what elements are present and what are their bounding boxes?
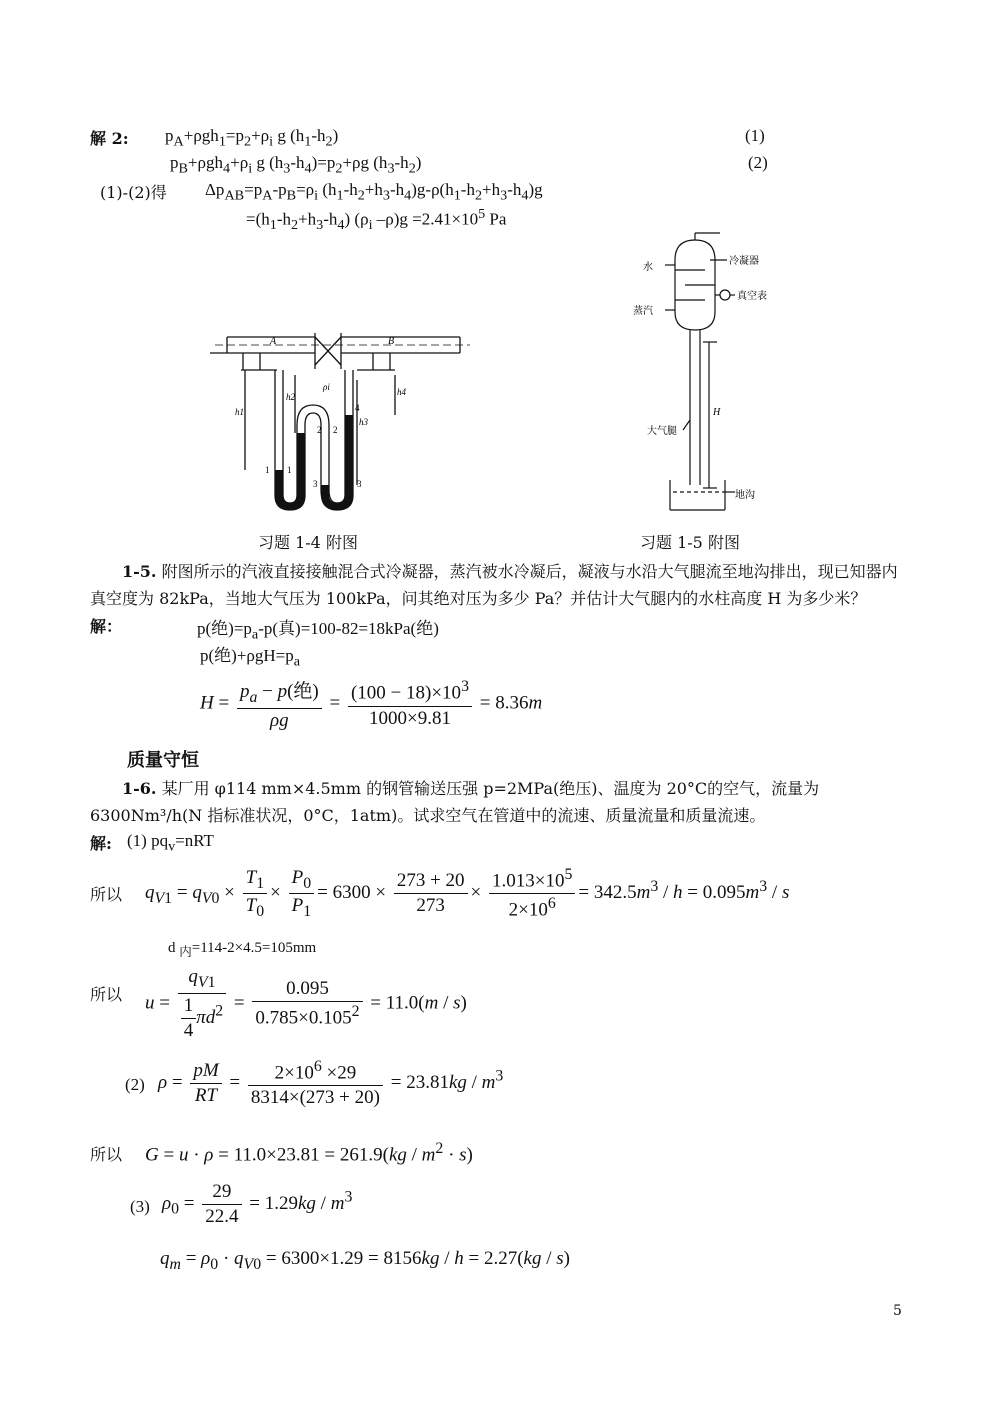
difference-label: (1)-(2)得 xyxy=(100,183,167,202)
equation-hydrostatic: p(绝)$+\rho gH=p_a$ xyxy=(200,646,301,670)
equation-volume-flow: $q_{V1} = q_{V0}$ × $\frac{T_1}{T_0}$ × $\frac{P_0}{P_1}$ = 6300 × $\frac{273 + 20}{273}$ × $\frac{1.013\times 10^5}{2\times 10^6}$ = $342.5m^3 / h = 0.095m^3 / s$ xyxy=(145,866,790,921)
equation-density: ρ = $\frac{pM}{RT}$ = $\frac{2\times 10^6 \times 29}{8314\times(273 + 20)}$ = $23.81kg / m^3$ xyxy=(158,1058,504,1109)
problem-1-6 xyxy=(90,775,908,829)
label-rho-i: ρi xyxy=(323,382,330,392)
equation-1: $p_A+\rho gh_1=p_2+\rho_i$ g $(h_1-h_2)$ xyxy=(165,126,339,150)
equation-ideal-gas: (1) $pq_v=nRT$ xyxy=(127,831,214,855)
problem-1-5 xyxy=(90,558,908,612)
label-4: 4 xyxy=(355,403,360,413)
page-number: 5 xyxy=(893,1303,902,1319)
label-1b: 1 xyxy=(287,465,292,475)
equation-mass-flow: $q_m = \rho_0 \cdot q_{V0} = 6300\times 1.29 = 8156kg / h = 2.27(kg / s)$ xyxy=(160,1248,570,1273)
label-3: 3 xyxy=(313,479,318,489)
problem-text-1-6: 某厂用 φ114 mm×4.5mm 的钢管输送压强 p=2MPa(绝压)、温度为 20°C的空气，流量为 6300Nm³/h(N 指标准状况，0°C，1atm)。试求空气在管道中的流速、质量流量和质量流速。 xyxy=(90,779,820,825)
equation-number-2: (2) xyxy=(748,153,768,172)
label-2b: 2 xyxy=(333,425,338,435)
label-3b: 3 xyxy=(357,479,362,489)
part-2-label: (2) xyxy=(125,1075,145,1094)
solution-label-1-5: 解： xyxy=(90,617,123,636)
equation-2: $p_B+\rho gh_4+\rho_i$ g $(h_3-h_4)=p_2+\rho g$ $(h_3-h_2)$ xyxy=(170,153,422,177)
label-a: A xyxy=(270,336,277,347)
label-h2: h2 xyxy=(286,392,295,402)
equation-number-1: (1) xyxy=(745,126,765,145)
figure-1-5 xyxy=(625,230,825,520)
solution-label-1-6: 解: xyxy=(90,834,112,853)
so-label-3: 所以 xyxy=(90,1145,123,1164)
label-2: 2 xyxy=(317,425,322,435)
section-title: 质量守恒 xyxy=(127,750,199,771)
label-steam: 蒸汽 xyxy=(633,306,653,317)
label-drain: 地沟 xyxy=(735,490,755,501)
solution-label: 解 2: xyxy=(90,129,129,148)
problem-text-1-5: 附图所示的汽液直接接触混合式冷凝器，蒸汽被水冷凝后，凝液与水沿大气腿流至地沟排出，现已知器内真空度为 82kPa，当地大气压为 100kPa，问其绝对压为多少 Pa？并估计大气腿内的水柱高度 H 为多少米？ xyxy=(90,562,898,608)
equation-3: $\Delta p_{AB}=p_A-p_B=\rho_i$ $(h_1-h_2+h_3-h_4)g-\rho(h_1-h_2+h_3-h_4)g$ xyxy=(205,180,543,204)
equation-velocity: u = $q_{V1}$ $\frac{1}{4}$ $\pi d^2$ = $\frac{0.095}{0.785\times 0.105^2}$ = 11.0(m / s) xyxy=(145,966,467,1041)
caption-1-5: 习题 1-5 附图 xyxy=(640,533,740,552)
label-h4: h4 xyxy=(397,387,406,397)
so-label-2: 所以 xyxy=(90,985,123,1004)
problem-number-1-6: 1-6. xyxy=(122,779,157,798)
label-h: H xyxy=(713,407,721,418)
label-h1: h1 xyxy=(235,407,244,417)
figure-1-4 xyxy=(205,325,475,525)
equation-4: $=(h_1-h_2+h_3-h_4)$ ($\rho_i$ $-\rho)g =2.41\times 10^5$ Pa xyxy=(246,206,507,234)
so-label-1: 所以 xyxy=(90,885,123,904)
equation-standard-density: $\rho_0$ = $\frac{29}{22.4}$ = $1.29kg / m^3$ xyxy=(162,1181,353,1227)
caption-1-4: 习题 1-4 附图 xyxy=(258,533,358,552)
label-h3: h3 xyxy=(359,417,368,427)
label-water: 水 xyxy=(643,262,653,273)
label-b: B xyxy=(388,336,395,347)
label-vacuum-gauge: 真空表 xyxy=(737,291,767,302)
equation-h: H = $\frac{p_a - p(绝)}{\rho g}$ = $\frac{(100 - 18)\times 10^3}{1000\times 9.81}$ = 8.36m xyxy=(200,676,542,732)
part-3-label: (3) xyxy=(130,1197,150,1216)
equation-absolute-pressure: p(绝)$=p_a-p$(真)=100-82=18kPa(绝) xyxy=(197,619,439,643)
label-barometric-leg: 大气腿 xyxy=(647,426,677,437)
inner-diameter: d $_内$=114-2×4.5=105mm xyxy=(168,940,317,959)
equation-mass-velocity: $G = u \cdot \rho = 11.0\times 23.81 = 261.9(kg / m^2 \cdot s)$ xyxy=(145,1140,473,1166)
label-condenser: 冷凝器 xyxy=(729,256,759,267)
problem-number-1-5: 1-5. xyxy=(122,562,157,581)
label-1: 1 xyxy=(265,465,270,475)
